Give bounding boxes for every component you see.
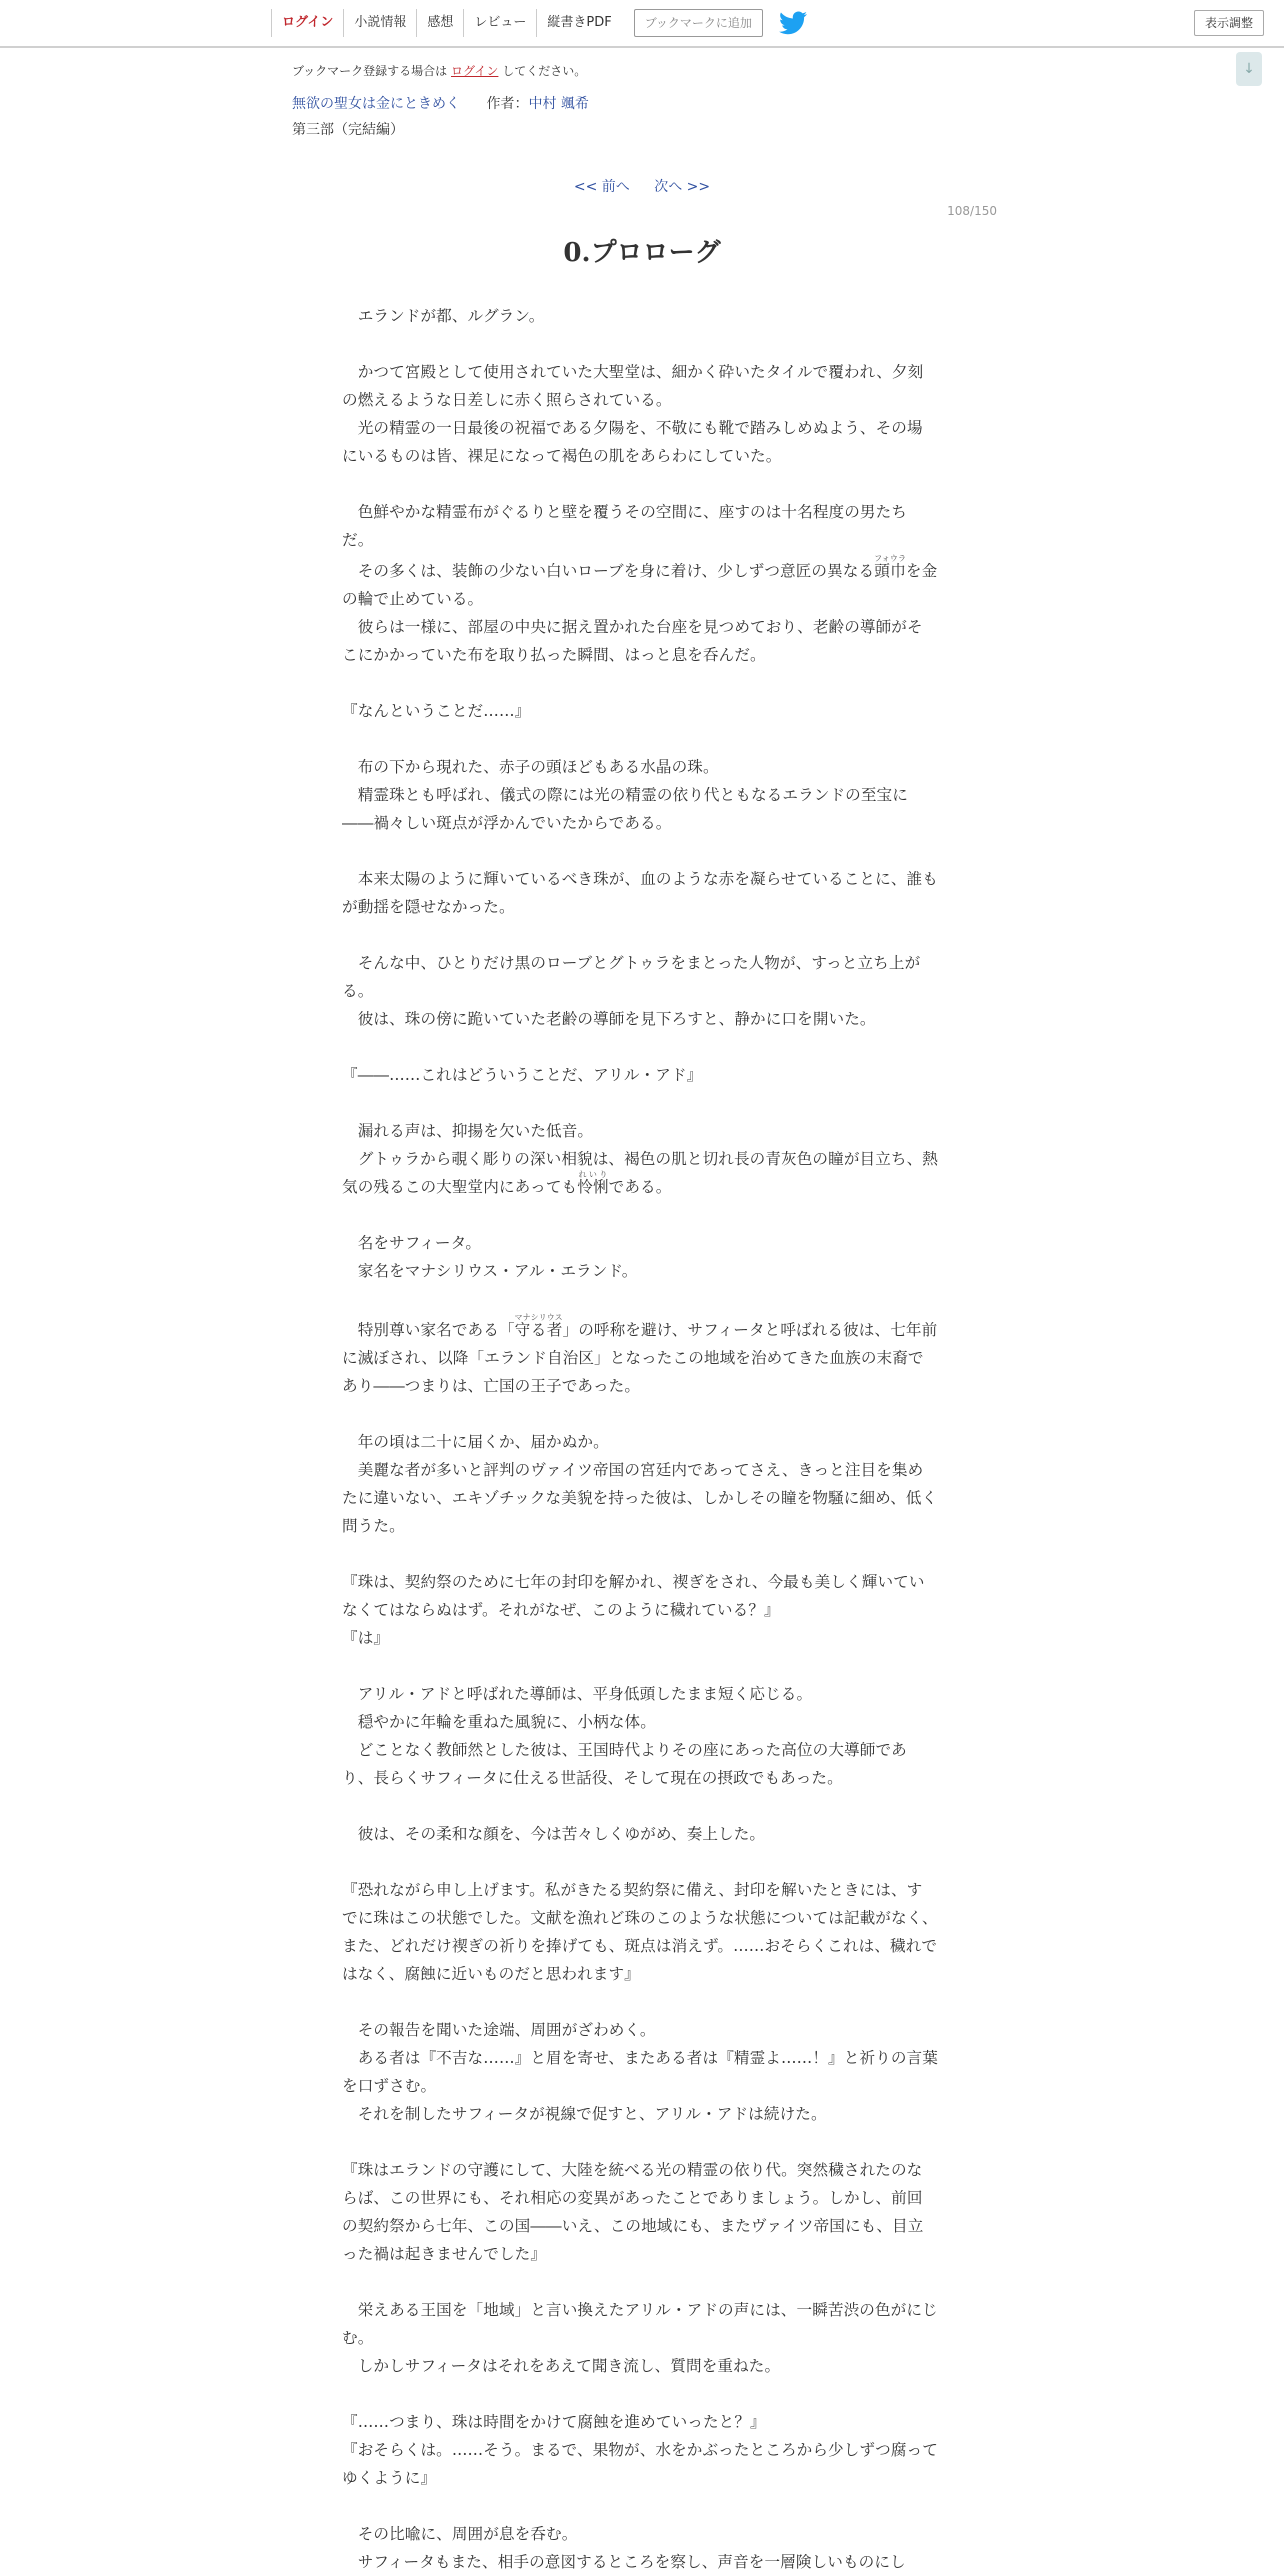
paragraph: サフィータもまた、相手の意図するところを察し、声音を一層険しいものにし [357, 2553, 906, 2571]
paragraph: 『珠は、契約祭のために七年の封印を解かれ、禊ぎをされ、今最も美しく輝いていなくてはならぬはず。それがなぜ、このように穢れている？』 [342, 1573, 925, 1619]
paragraph: 光の精霊の一日最後の祝福である夕陽を、不敬にも靴で踏みしめぬよう、その場にいるものは皆、裸足になって褐色の肌をあらわにしていた。 [342, 419, 923, 465]
paragraph: 彼は、珠の傍に跪いていた老齢の導師を見下ろすと、静かに口を開いた。 [357, 1010, 876, 1028]
paragraph: その多くは、装飾の少ない白いローブを身に着け、少しずつ意匠の異なる頭巾フォウラを金の輪で止めている。 [342, 554, 938, 608]
paragraph: 名をサフィータ。 [357, 1234, 482, 1252]
blank-line [342, 2128, 938, 2156]
twitter-icon[interactable] [779, 11, 807, 35]
paragraph: 年の頃は二十に届くか、届かぬか。 [357, 1433, 609, 1451]
blank-line [342, 1285, 938, 1313]
paragraph: 美麗な者が多いと評判のヴァイツ帝国の宮廷内であってさえ、きっと注目を集めたに違いない、エキゾチックな美貌を持った彼は、しかしその瞳を物騒に細め、低く問うた。 [342, 1461, 938, 1535]
paragraph: 『……つまり、珠は時間をかけて腐蝕を進めていったと？』 [342, 2413, 766, 2431]
blank-line [342, 2268, 938, 2296]
vertical-pdf-link[interactable]: 縦書きPDF [536, 9, 621, 37]
paragraph: 漏れる声は、抑揚を欠いた低音。 [357, 1122, 594, 1140]
paragraph: アリル・アドと呼ばれた導師は、平身低頭したまま短く応じる。 [357, 1685, 813, 1703]
paragraph: 布の下から現れた、赤子の頭ほどもある水晶の珠。 [357, 758, 719, 776]
notice-login-link[interactable]: ログイン [451, 64, 499, 78]
blank-line [342, 725, 938, 753]
author-link[interactable]: 中村 颯希 [528, 96, 589, 112]
paragraph: それを制したサフィータが視線で促すと、アリル・アドは続けた。 [357, 2105, 827, 2123]
paragraph: エランドが都、ルグラン。 [357, 307, 545, 325]
blank-line [342, 1792, 938, 1820]
paragraph: 『恐れながら申し上げます。私がきたる契約祭に備え、封印を解いたときには、すでに珠はこの状態でした。文献を漁れど珠のこのような状態については記載がなく、また、どれだけ禊ぎの祈りを捧げても、斑点は消えず。……おそらくこれは、穢れではなく、腐蝕に近いものだと思われます』 [342, 1881, 938, 1983]
novel-info-link[interactable]: 小説情報 [343, 9, 416, 37]
paragraph: かつて宮殿として使用されていた大聖堂は、細かく砕いたタイルで覆われ、夕刻の燃えるような日差しに赤く照らされている。 [342, 363, 924, 409]
blank-line [342, 2492, 938, 2520]
paragraph: 彼らは一様に、部屋の中央に据え置かれた台座を見つめており、老齢の導師がそこにかかっていた布を取り払った瞬間、はっと息を呑んだ。 [342, 618, 923, 664]
paragraph: 『は』 [342, 1629, 390, 1647]
paragraph: グトゥラから覗く彫りの深い相貌は、褐色の肌と切れ長の青灰色の瞳が目立ち、熱気の残るこの大聖堂内にあっても怜悧れいりである。 [342, 1150, 938, 1196]
ruby-text: 守る者マナシリウス [514, 1313, 563, 1339]
paragraph: 栄えある王国を「地域」と言い換えたアリル・アドの声には、一瞬苦渋の色がにじむ。 [342, 2301, 938, 2347]
novel-title-link[interactable]: 無欲の聖女は金にときめく [292, 96, 460, 112]
top-bar [0, 0, 1284, 48]
blank-line [342, 1400, 938, 1428]
blank-line [342, 1540, 938, 1568]
add-bookmark-button[interactable]: ブックマークに追加 [634, 9, 763, 37]
scroll-down-button[interactable]: ↓ [1236, 52, 1262, 86]
blank-line [342, 1988, 938, 2016]
blank-line [342, 669, 938, 697]
impressions-link[interactable]: 感想 [416, 9, 463, 37]
paragraph: ある者は『不吉な……』と眉を寄せ、またある者は『精霊よ……！』と祈りの言葉を口ずさむ。 [342, 2049, 938, 2095]
login-link[interactable]: ログイン [271, 9, 343, 37]
paragraph: そんな中、ひとりだけ黒のローブとグトゥラをまとった人物が、すっと立ち上がる。 [342, 954, 921, 1000]
paragraph: 彼は、その柔和な顔を、今は苦々しくゆがめ、奏上した。 [357, 1825, 766, 1843]
paragraph: 特別尊い家名である「守る者マナシリウス」の呼称を避け、サフィータと呼ばれる彼は、七年前に滅ぼされ、以降「エランド自治区」となったこの地域を治めてきた血族の末裔であり――つまりは、亡国の王子であった。 [342, 1313, 938, 1395]
paragraph: 『珠はエランドの守護にして、大陸を統べる光の精霊の依り代。突然穢されたのならば、この世界にも、それ相応の変異があったことでありましょう。しかし、前回の契約祭から七年、この国――いえ、この地域にも、またヴァイツ帝国にも、目立った禍は起きませんでした』 [342, 2161, 924, 2263]
ruby-text: 頭巾フォウラ [874, 554, 907, 580]
paragraph: 『――……これはどういうことだ、アリル・アド』 [342, 1066, 703, 1084]
review-link[interactable]: レビュー [463, 9, 536, 37]
author-label: 作者： [486, 96, 529, 112]
blank-line [342, 1201, 938, 1229]
chapter-counter: 108/150 [947, 204, 997, 218]
paragraph: 本来太陽のように輝いているべき珠が、血のような赤を凝らせていることに、誰もが動揺を隠せなかった。 [342, 870, 938, 916]
novel-header [292, 62, 589, 139]
paragraph: 穏やかに年輪を重ねた風貌に、小柄な体。 [357, 1713, 656, 1731]
chapter-pager [0, 176, 1284, 196]
ruby-text: 怜悧れいり [577, 1170, 609, 1196]
paragraph: その報告を聞いた途端、周囲がざわめく。 [357, 2021, 656, 2039]
paragraph: 家名をマナシリウス・アル・エランド。 [357, 1262, 638, 1280]
blank-line [342, 2380, 938, 2408]
paragraph: しかしサフィータはそれをあえて聞き流し、質問を重ねた。 [357, 2357, 781, 2375]
blank-line [342, 1652, 938, 1680]
chapter-body [342, 302, 938, 2576]
part-title: 第三部（完結編） [292, 122, 404, 138]
paragraph: 色鮮やかな精霊布がぐるりと壁を覆うその空間に、座すのは十名程度の男たちだ。 [342, 503, 907, 549]
blank-line [342, 1033, 938, 1061]
prev-chapter-link[interactable]: << 前へ [573, 179, 630, 195]
display-settings-button[interactable]: 表示調整 [1194, 10, 1264, 36]
novel-title-line [292, 93, 589, 113]
main-nav [271, 0, 807, 46]
blank-line [342, 837, 938, 865]
bookmark-notice: ブックマーク登録する場合は ログイン してください。 [292, 64, 587, 78]
chapter-title: 0.プロローグ [563, 238, 721, 268]
paragraph: 『なんということだ……』 [342, 702, 531, 720]
blank-line [342, 1089, 938, 1117]
paragraph: どことなく教師然とした彼は、王国時代よりその座にあった高位の大導師であり、長らくサフィータに仕える世話役、そして現在の摂政でもあった。 [342, 1741, 907, 1787]
blank-line [342, 470, 938, 498]
blank-line [342, 330, 938, 358]
paragraph: 『おそらくは。……そう。まるで、果物が、水をかぶったところから少しずつ腐ってゆくように』 [342, 2441, 938, 2487]
blank-line [342, 921, 938, 949]
blank-line [342, 1848, 938, 1876]
next-chapter-link[interactable]: 次へ >> [654, 179, 711, 195]
paragraph: その比喩に、周囲が息を呑む。 [357, 2525, 578, 2543]
paragraph: 精霊珠とも呼ばれ、儀式の際には光の精霊の依り代ともなるエランドの至宝に――禍々しい斑点が浮かんでいたからである。 [342, 786, 908, 832]
